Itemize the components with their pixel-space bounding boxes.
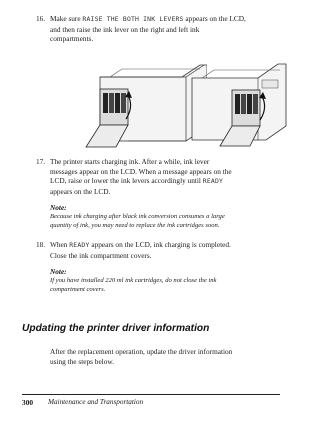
lcd-message: RAISE THE BOTH INK LEVERS bbox=[82, 15, 184, 23]
step-number: 18. bbox=[36, 240, 46, 249]
step-18-line-2: Close the ink compartment covers. bbox=[50, 250, 152, 260]
step-16-line-1: Make sure RAISE THE BOTH INK LEVERS appears on the LCD, bbox=[50, 14, 246, 23]
step-number: 16. bbox=[36, 14, 46, 23]
section-paragraph: After the replacement operation, update the driver information using the steps below. bbox=[50, 347, 233, 366]
page-number: 300 bbox=[22, 398, 34, 407]
step-17-line-1: The printer starts charging ink. After a while, ink lever bbox=[50, 157, 210, 166]
printer-illustration-right bbox=[188, 58, 288, 148]
step-16-line-3: compartments. bbox=[50, 34, 94, 44]
note-label: Note: bbox=[50, 203, 67, 212]
footer-rule bbox=[22, 394, 280, 395]
lcd-message: READY bbox=[69, 241, 90, 249]
note-label: Note: bbox=[50, 267, 67, 276]
note-text: If you have installed 220 ml ink cartridges, do not close the ink compartment covers. bbox=[50, 277, 217, 293]
step-17-line-4: appears on the LCD. bbox=[50, 186, 111, 196]
step-18-line-1: When READY appears on the LCD, ink charging is completed. bbox=[50, 240, 231, 249]
step-17-line-2: messages appear on the LCD. When a message appears on the bbox=[50, 166, 232, 176]
section-heading: Updating the printer driver information bbox=[22, 323, 210, 334]
lcd-message: READY bbox=[202, 177, 224, 186]
note-text: Because ink charging after black ink conversion consumes a large quantity of ink, you may need to replace the ink cartridges soon. bbox=[50, 213, 225, 229]
footer-title: Maintenance and Transportation bbox=[48, 398, 144, 406]
step-number: 17. bbox=[36, 157, 46, 166]
step-16-line-2: and then raise the ink lever on the right and left ink bbox=[50, 24, 200, 34]
step-17-line-3: LCD, raise or lower the ink levers accordingly until READY bbox=[50, 176, 224, 186]
